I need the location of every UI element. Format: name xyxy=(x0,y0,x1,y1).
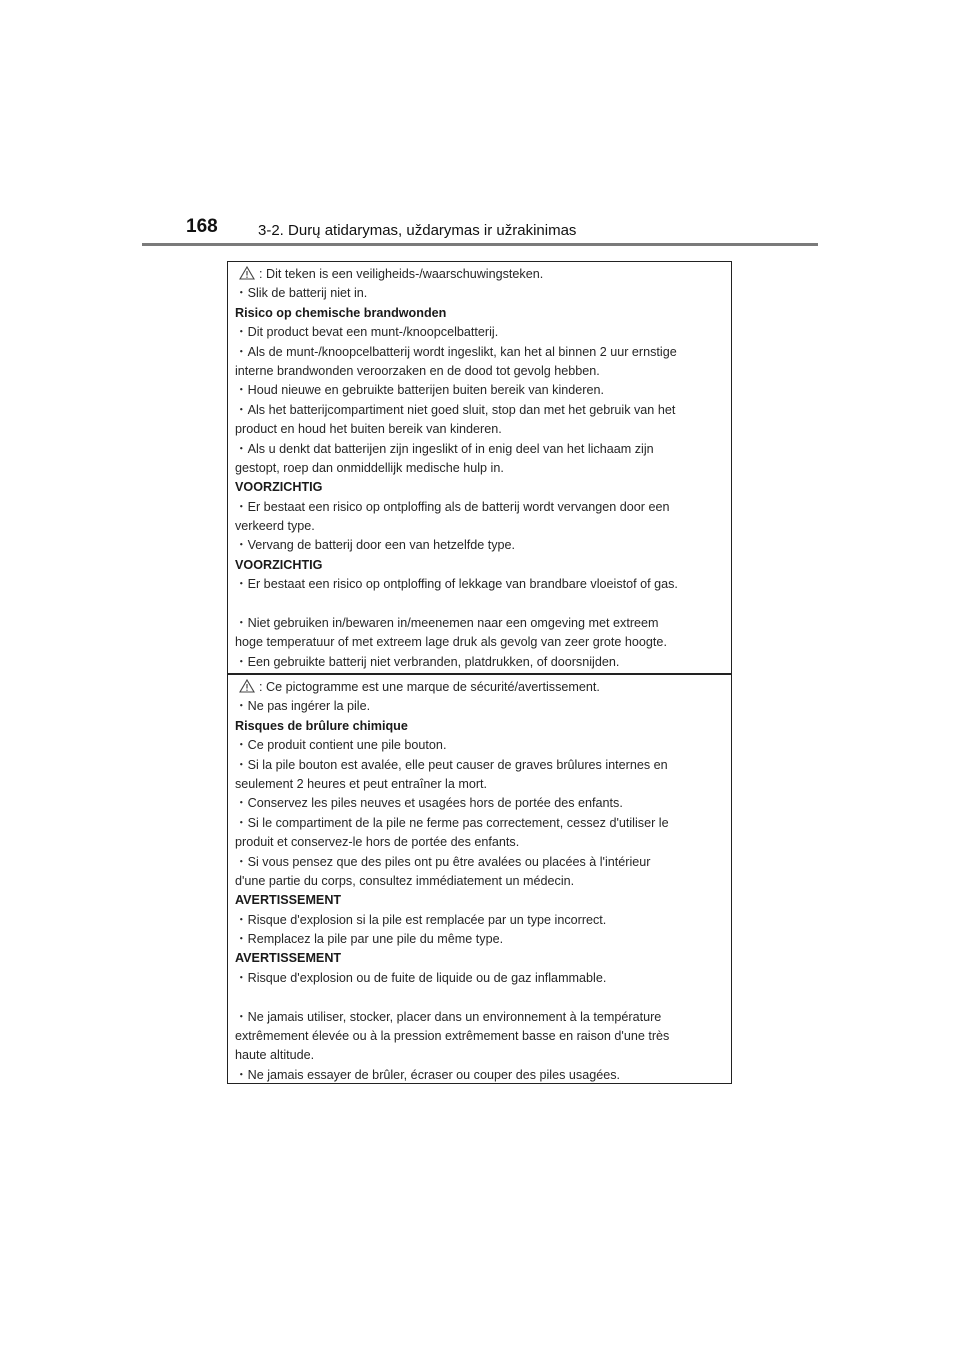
dutch-line: ・Niet gebruiken in/bewaren in/meenemen naar een omgeving met extreem xyxy=(235,616,659,631)
french-symbol-line xyxy=(235,678,725,697)
page-number: 168 xyxy=(186,216,218,237)
header-rule xyxy=(142,243,818,246)
warning-triangle-icon xyxy=(239,266,255,280)
french-line: ・Risque d'explosion si la pile est remplacée par un type incorrect. xyxy=(235,912,607,927)
dutch-line: ・Er bestaat een risico op ontploffing of lekkage van brandbare vloeistof of gas. xyxy=(235,577,678,592)
french-warning-section xyxy=(228,675,731,1083)
french-lines xyxy=(235,678,725,1083)
dutch-symbol-line xyxy=(235,265,725,284)
dutch-symbol-text: : Dit teken is een veiligheids-/waarschuwingsteken. xyxy=(259,267,544,281)
dutch-line: ・Er bestaat een risico op ontploffing als de batterij wordt vervangen door een xyxy=(235,499,670,514)
french-line: d'une partie du corps, consultez immédiatement un médecin. xyxy=(235,873,575,888)
dutch-line: ・Vervang de batterij door een van hetzelfde type. xyxy=(235,538,516,553)
french-heading: Risques de brûlure chimique xyxy=(235,718,408,733)
dutch-heading: VOORZICHTIG xyxy=(235,557,323,572)
dutch-warning-section xyxy=(228,262,731,674)
french-line: ・Risque d'explosion ou de fuite de liquide ou de gaz inflammable. xyxy=(235,970,607,985)
french-line: ・Si la pile bouton est avalée, elle peut causer de graves brûlures internes en xyxy=(235,757,668,772)
dutch-line: ・Houd nieuwe en gebruikte batterijen buiten bereik van kinderen. xyxy=(235,383,604,398)
dutch-line: ・Dit product bevat een munt-/knoopcelbatterij. xyxy=(235,325,499,340)
battery-warning-notice xyxy=(227,261,732,1084)
french-line: ・Ne jamais essayer de brûler, écraser ou couper des piles usagées. xyxy=(235,1067,621,1082)
dutch-blank-line xyxy=(235,595,725,614)
french-line: produit et conservez-le hors de portée des enfants. xyxy=(235,835,520,850)
french-line: ・Ne jamais utiliser, stocker, placer dans un environnement à la température xyxy=(235,1009,662,1024)
dutch-line: ・Een gebruikte batterij niet verbranden, platdrukken, of doorsnijden. xyxy=(235,654,620,669)
french-heading: AVERTISSEMENT xyxy=(235,893,342,908)
warning-triangle-icon xyxy=(239,679,255,693)
dutch-line: interne brandwonden veroorzaken en de dood tot gevolg hebben. xyxy=(235,363,600,378)
dutch-line: verkeerd type. xyxy=(235,519,315,534)
dutch-line: ・Als het batterijcompartiment niet goed sluit, stop dan met het gebruik van het xyxy=(235,402,676,417)
dutch-line: gestopt, roep dan onmiddellijk medische hulp in. xyxy=(235,460,504,475)
dutch-heading: VOORZICHTIG xyxy=(235,480,323,495)
french-blank-line xyxy=(235,988,725,1007)
french-line: ・Conservez les piles neuves et usagées hors de portée des enfants. xyxy=(235,796,623,811)
french-line: seulement 2 heures et peut entraîner la mort. xyxy=(235,776,488,791)
french-line: ・Ne pas ingérer la pile. xyxy=(235,699,371,714)
french-heading: AVERTISSEMENT xyxy=(235,951,342,966)
dutch-line: ・Slik de batterij niet in. xyxy=(235,286,368,301)
section-title: 3-2. Durų atidarymas, uždarymas ir užrakinimas xyxy=(258,222,577,239)
french-line: ・Remplacez la pile par une pile du même type. xyxy=(235,932,504,947)
french-line: extrêmement élevée ou à la pression extrêmement basse en raison d'une très xyxy=(235,1029,670,1044)
french-line: ・Si le compartiment de la pile ne ferme pas correctement, cessez d'utiliser le xyxy=(235,815,669,830)
french-symbol-text: : Ce pictogramme est une marque de sécurité/avertissement. xyxy=(259,680,600,694)
french-line: ・Si vous pensez que des piles ont pu être avalées ou placées à l'intérieur xyxy=(235,854,651,869)
french-line: ・Ce produit contient une pile bouton. xyxy=(235,738,447,753)
dutch-line: product en houd het buiten bereik van kinderen. xyxy=(235,422,502,437)
dutch-lines xyxy=(235,265,725,672)
dutch-line: ・Als de munt-/knoopcelbatterij wordt ingeslikt, kan het al binnen 2 uur ernstige xyxy=(235,344,677,359)
dutch-heading: Risico op chemische brandwonden xyxy=(235,305,447,320)
dutch-line: hoge temperatuur of met extreem lage druk als gevolg van zeer grote hoogte. xyxy=(235,635,667,650)
french-line: haute altitude. xyxy=(235,1048,315,1063)
dutch-line: ・Als u denkt dat batterijen zijn ingeslikt of in enig deel van het lichaam zijn xyxy=(235,441,654,456)
